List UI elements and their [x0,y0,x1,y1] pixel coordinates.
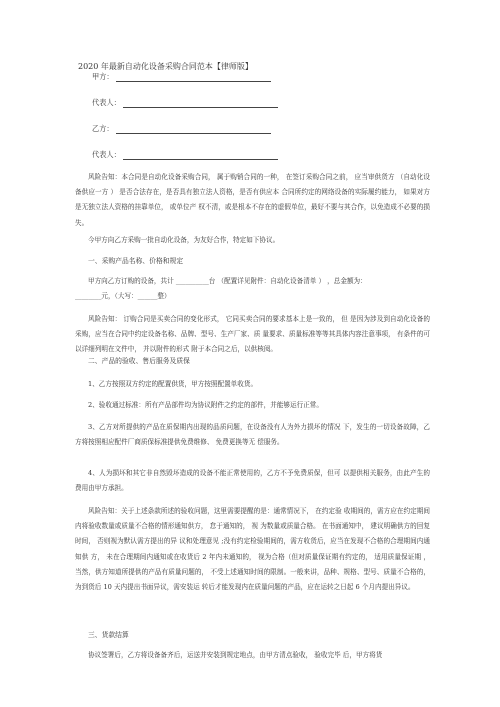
section-2-heading: 二、产品的验收、售后服务及质保 [88,357,190,365]
party-a-blank [116,73,271,82]
party-b-label: 乙方： [92,124,114,133]
settlement-body: 协议签署后，乙方将设备备齐后，运送并安装到规定地点，由甲方清点验收， 验收完毕 后，甲方将货 [88,651,383,659]
party-a-field [92,72,271,82]
item-2: 2、验收通过标准：所有产品部件均为协议附件之约定的部件，并能够运行正常。 [88,401,323,409]
section-3-heading: 三、货款结算 [88,631,129,639]
section-1-body-line-2: ________元，（大写：______整） [75,292,171,300]
rep-a-label: 代表人： [92,98,121,107]
rep-b-label: 代表人： [92,150,121,159]
section-1-body-line-1: 甲方向乙方订购的设备，共计 __________台 （配置详见附件：自动化设备清单 ） ，总金额为： [88,277,367,285]
rep-a-field [92,98,278,108]
rep-b-field [92,150,278,160]
risk-paragraph-1: 风险告知： 订购合同是买卖合同的变化形式， 它同买卖合同的要求基本上是一致的， 但 是因为涉及到自动化设备的采购，应当在合同中约定设备名称、品牌、型号、生产厂家、质 量要求、质量标准等等其具体内容注意事项， 有条件的可以详细列明在文件中， 并以附件的形式 附于本合同之后，以供核阅。 [75,315,430,354]
rep-a-blank [123,99,278,108]
rep-b-blank [123,151,278,160]
risk-intro-paragraph: 风险告知：本合同是自动化设备采购合同， 属于购销合同的一种， 在签订采购合同之前， 应当审供货方 （自动化设备供应一方 ） 是否合法存在，是否具有独立法人资格，是否有供应本 合同所约定的网络设备的实际履约能力， 如果对方是无独立法人资格的挂靠单位， 或单位产 权不清，或是根本不存在的虚假单位，最好不要与其合作，以免造成不必要的损失。 [75,173,430,227]
item-4: 4、人为损坏和其它非自然毁坏造成的设备不能正常使用的，乙方不予免费质保，但可 以提供相关服务，由此产生的费用由甲方承担。 [75,469,430,493]
risk-paragraph-2: 风险告知：关于上述条款所述的验收问题，这里需要提醒的是：通常情况下， 在约定验 收期间的，需方应在约定期间内将验收数量或质量不合格的情形通知供方， 怠于通知的， 视 为数量或质量合格。 在书面通知中， 建议明确供方的回复时间， 否则视为默认需方提出的异 议和处理意见 ;没有约定检验期间的，需方收货后，应当在发现不合格的合理期间内通知供 方， 未在合理期间内通知或在收货后 2 年内未通知的， 视为合格（但对质量保证期有约定的， 适用质量保证期 ，当然，供方知道所提供的产品有质量问题的， 不受上述通知时间的限制。一般来讲，品种、规格、型号、质量不合格的，为到货后 10 天内提出书面异议，需安装运 转后才能发现内在质量问题的产品，应在运转之日起 6 个月内提出异议。 [75,507,430,592]
party-a-label: 甲方： [92,72,114,81]
party-b-field [92,124,271,134]
party-b-blank [116,125,271,134]
document-title: 2020 年最新自动化设备采购合同范本【律师版】 [78,62,253,71]
item-3: 3、乙方对所提供的产品在质保期内出现的品质问题，在设备没有人为外力损坏的情况 下，发生的一切设备故障，乙方将按照相应配件厂商质保标准提供免费维修、 免费更换等无 偿服务。 [75,423,430,447]
item-1: 1、乙方按照双方约定的配置供货，甲方按照配置单收货。 [88,380,258,388]
section-1-heading: 一、采购产品名称、价格和规定 [88,257,184,265]
intro-paragraph: 今甲方向乙方采购一批自动化设备，为友好合作，特定如下协议。 [88,236,280,244]
